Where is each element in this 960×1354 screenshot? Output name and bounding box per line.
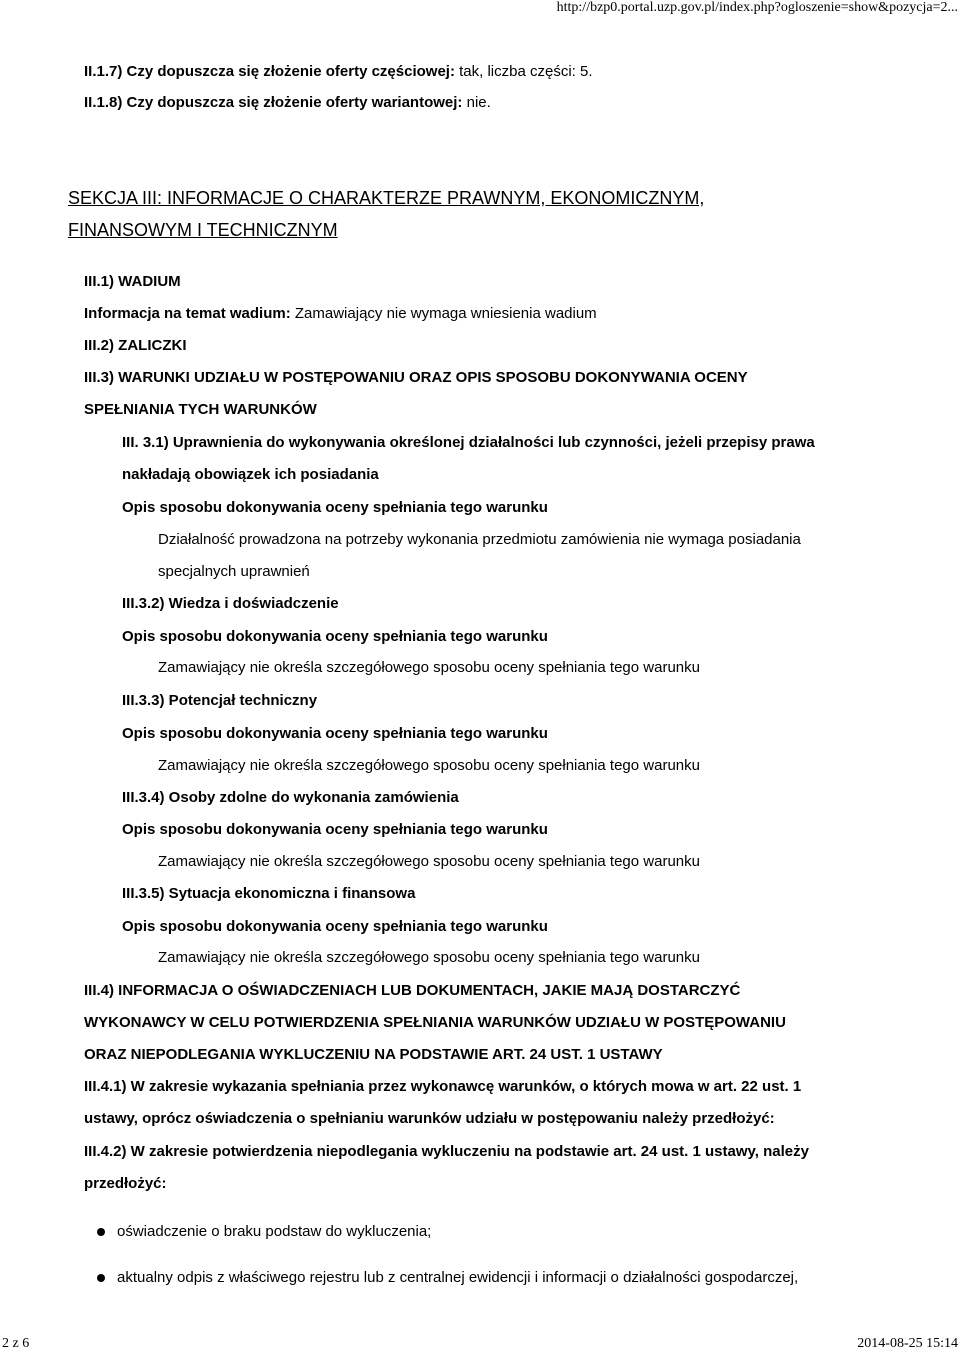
condition-5-title: III.3.5) Sytuacja ekonomiczna i finansowa — [122, 885, 416, 902]
warunki-heading-line-2: SPEŁNIANIA TYCH WARUNKÓW — [84, 401, 317, 418]
section-title-line-1: SEKCJA III: INFORMACJE O CHARAKTERZE PRAWNYM, EKONOMICZNYM, — [68, 188, 705, 208]
condition-3-title: III.3.3) Potencjał techniczny — [122, 692, 318, 709]
condition-5-opis-label: Opis sposobu dokonywania oceny spełniania tego warunku — [122, 918, 548, 935]
bullet-icon — [97, 1228, 105, 1236]
page-url: http://bzp0.portal.uzp.gov.pl/index.php?ogloszenie=show&pozycja=2... — [556, 0, 958, 15]
variant-offer-label: II.1.8) Czy dopuszcza się złożenie oferty wariantowej: — [84, 94, 463, 111]
condition-1-desc-line-1: Działalność prowadzona na potrzeby wykonania przedmiotu zamówienia nie wymaga posiadania — [158, 531, 801, 548]
list-item — [97, 1222, 431, 1242]
list-item-text: oświadczenie o braku podstaw do wykluczenia; — [117, 1223, 432, 1240]
condition-2-opis-label: Opis sposobu dokonywania oceny spełniania tego warunku — [122, 628, 548, 645]
condition-2-title: III.3.2) Wiedza i doświadczenie — [122, 595, 339, 612]
page-number: 2 z 6 — [2, 1336, 30, 1351]
oswiadczenia-p1-line-1: III.4.1) W zakresie wykazania spełniania przez wykonawcę warunków, o których mowa w art. 22 ust. 1 — [84, 1078, 802, 1095]
section-title-line-2: FINANSOWYM I TECHNICZNYM — [68, 220, 338, 240]
wadium-heading: III.1) WADIUM — [84, 273, 181, 290]
oswiadczenia-heading-line-1: III.4) INFORMACJA O OŚWIADCZENIACH LUB DOKUMENTACH, JAKIE MAJĄ DOSTARCZYĆ — [84, 982, 741, 999]
condition-3-desc: Zamawiający nie określa szczegółowego sposobu oceny spełniania tego warunku — [158, 757, 700, 774]
list-item — [97, 1268, 798, 1288]
condition-1-opis-label: Opis sposobu dokonywania oceny spełniania tego warunku — [122, 499, 548, 516]
oswiadczenia-p2-line-2: przedłożyć: — [84, 1175, 167, 1192]
condition-4-desc: Zamawiający nie określa szczegółowego sposobu oceny spełniania tego warunku — [158, 853, 700, 870]
partial-offer-line — [84, 62, 593, 82]
list-item-text: aktualny odpis z właściwego rejestru lub z centralnej ewidencji i informacji o działalności gospodarczej, — [117, 1269, 799, 1286]
condition-1-desc-line-2: specjalnych uprawnień — [158, 563, 310, 580]
condition-1-title-line-1: III. 3.1) Uprawnienia do wykonywania określonej działalności lub czynności, jeżeli przepisy prawa — [122, 434, 815, 451]
partial-offer-label: II.1.7) Czy dopuszcza się złożenie oferty częściowej: — [84, 63, 455, 80]
wadium-label: Informacja na temat wadium: — [84, 305, 291, 322]
print-date: 2014-08-25 15:14 — [857, 1336, 958, 1351]
wadium-value: Zamawiający nie wymaga wniesienia wadium — [290, 305, 597, 322]
oswiadczenia-heading-line-2: WYKONAWCY W CELU POTWIERDZENIA SPEŁNIANIA WARUNKÓW UDZIAŁU W POSTĘPOWANIU — [84, 1014, 786, 1031]
condition-2-desc: Zamawiający nie określa szczegółowego sposobu oceny spełniania tego warunku — [158, 659, 700, 676]
bullet-icon — [97, 1274, 105, 1282]
condition-1-title-line-2: nakładają obowiązek ich posiadania — [122, 466, 379, 483]
condition-3-opis-label: Opis sposobu dokonywania oceny spełniania tego warunku — [122, 725, 548, 742]
condition-5-desc: Zamawiający nie określa szczegółowego sposobu oceny spełniania tego warunku — [158, 949, 700, 966]
zaliczki-heading: III.2) ZALICZKI — [84, 337, 187, 354]
oswiadczenia-heading-line-3: ORAZ NIEPODLEGANIA WYKLUCZENIU NA PODSTAWIE ART. 24 UST. 1 USTAWY — [84, 1046, 663, 1063]
oswiadczenia-p2-line-1: III.4.2) W zakresie potwierdzenia niepodlegania wykluczeniu na podstawie art. 24 ust. 1 ustawy, należy — [84, 1143, 809, 1160]
warunki-heading-line-1: III.3) WARUNKI UDZIAŁU W POSTĘPOWANIU ORAZ OPIS SPOSOBU DOKONYWANIA OCENY — [84, 369, 748, 386]
condition-4-opis-label: Opis sposobu dokonywania oceny spełniania tego warunku — [122, 821, 548, 838]
oswiadczenia-p1-line-2: ustawy, oprócz oświadczenia o spełnianiu warunków udziału w postępowaniu należy przedłożyć: — [84, 1110, 775, 1127]
condition-4-title: III.3.4) Osoby zdolne do wykonania zamówienia — [122, 789, 459, 806]
partial-offer-value: tak, liczba części: 5. — [454, 63, 593, 80]
variant-offer-value: nie. — [462, 94, 491, 111]
variant-offer-line — [84, 93, 491, 113]
wadium-info-line — [84, 304, 597, 324]
